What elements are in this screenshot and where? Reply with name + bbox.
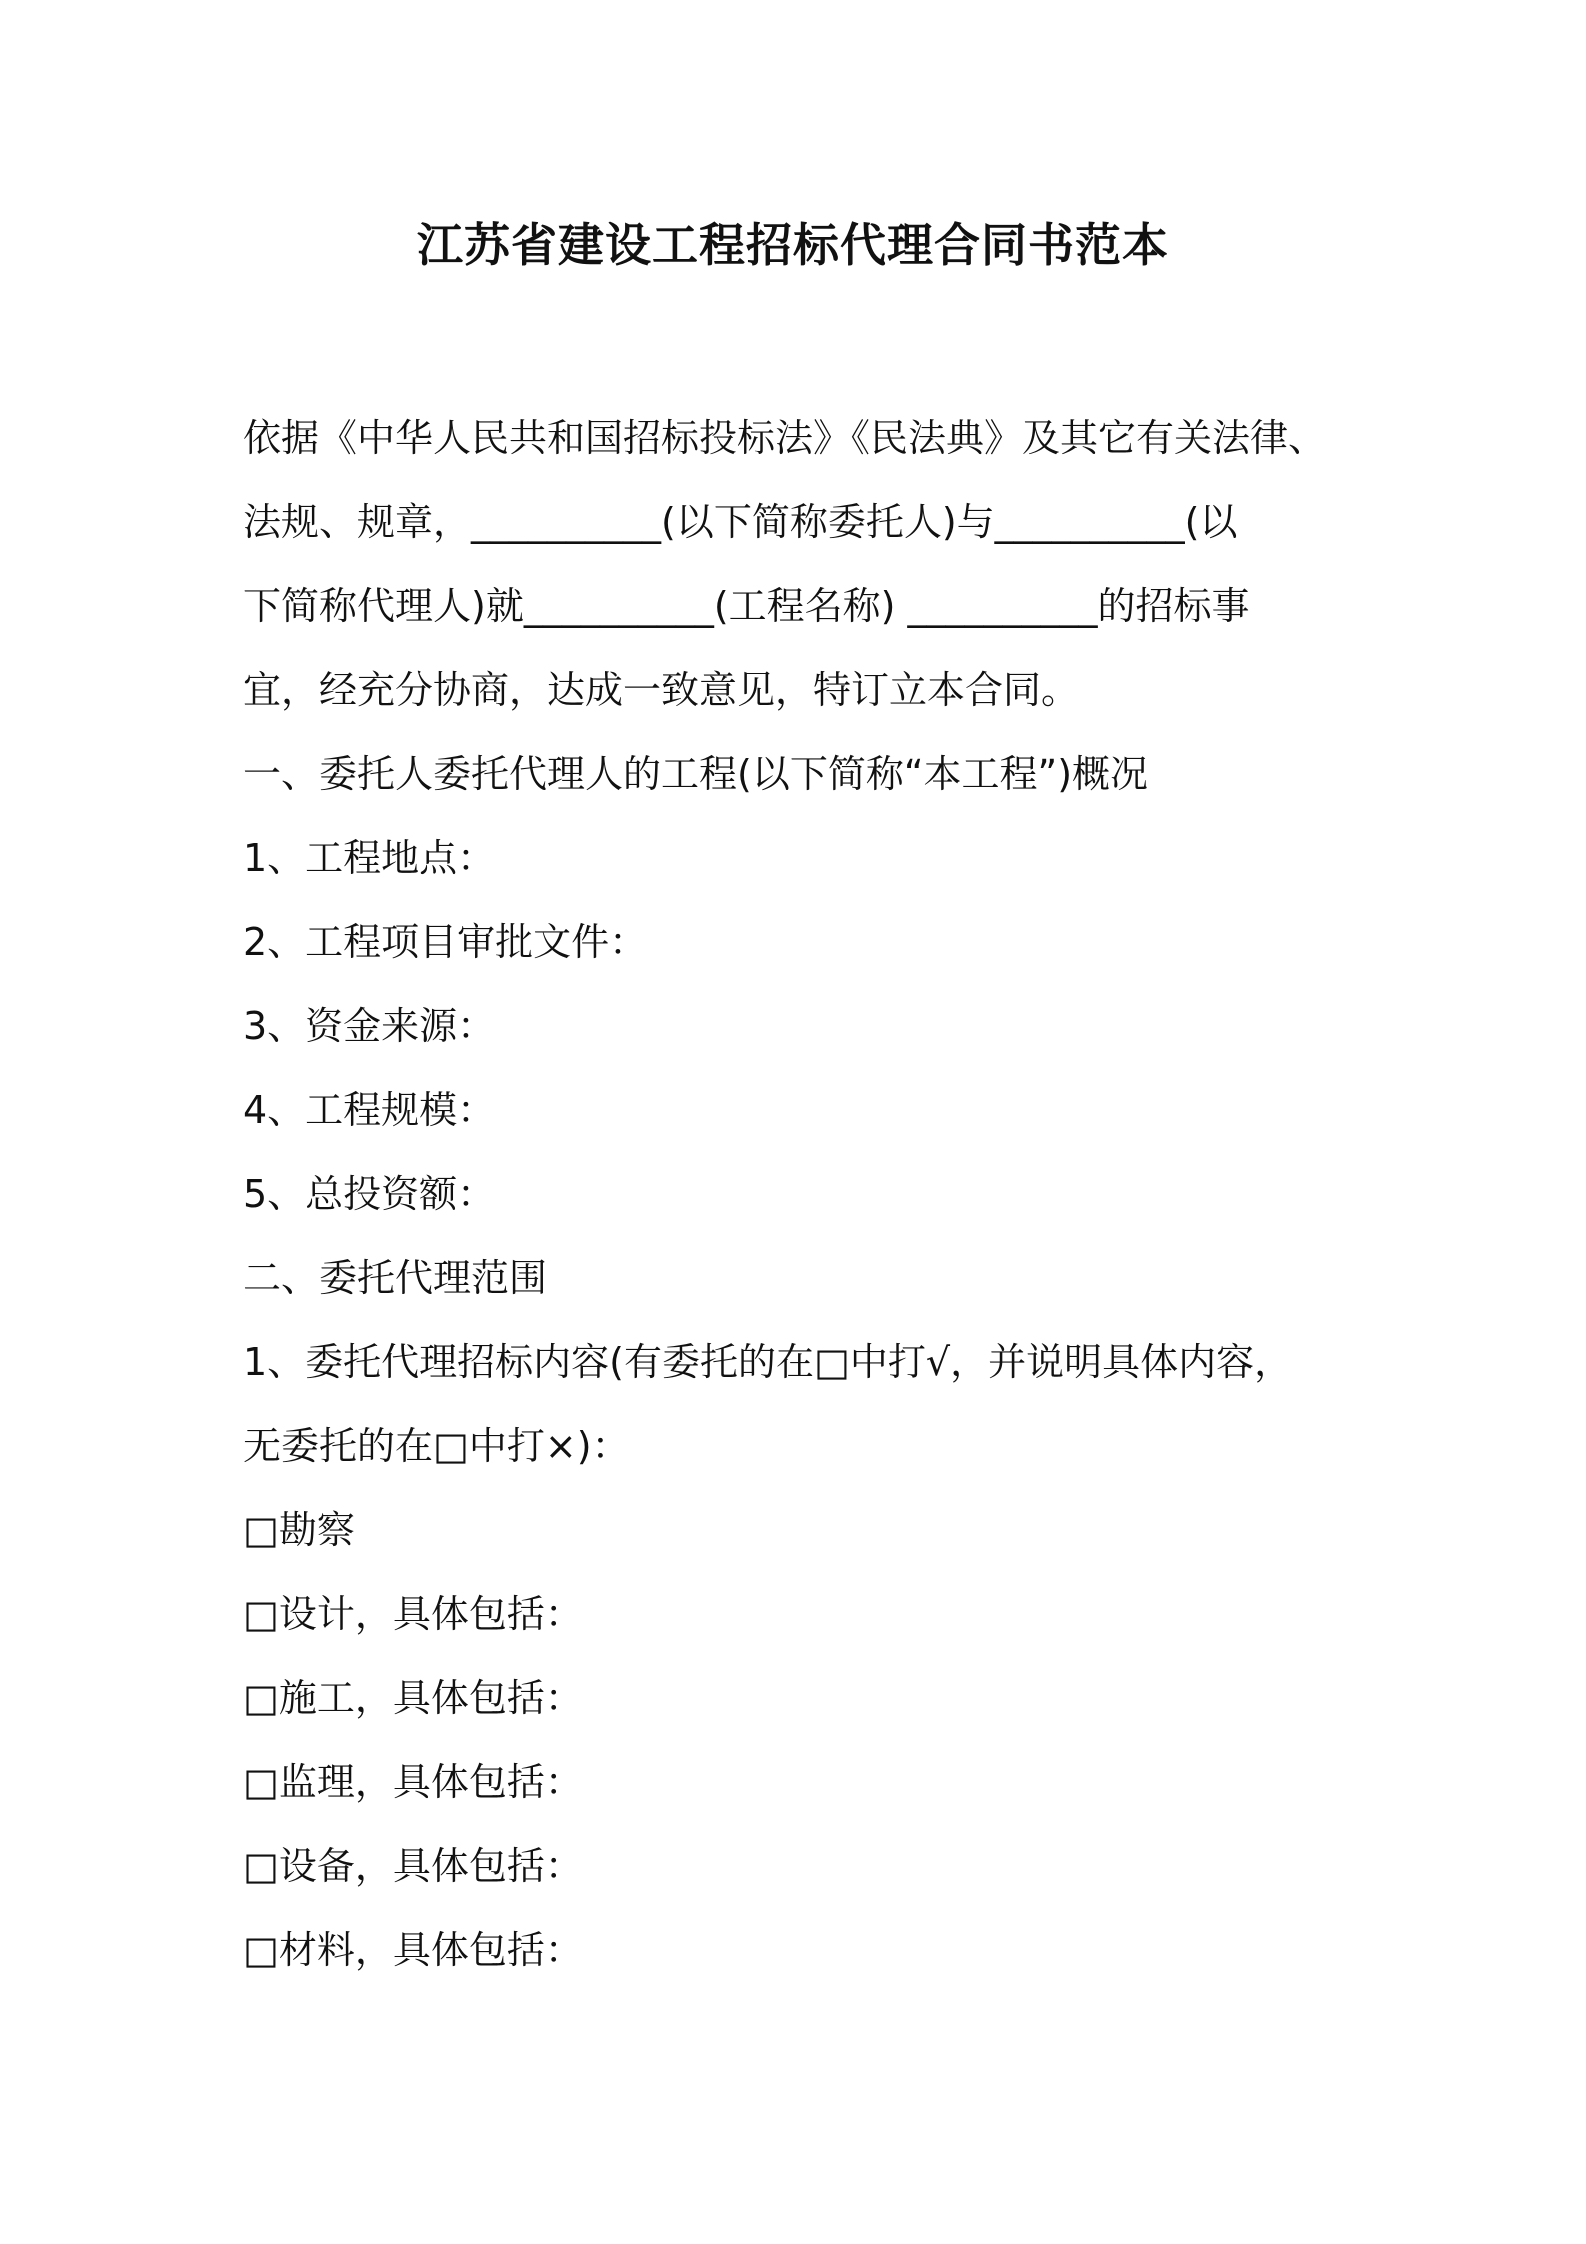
checkbox-item: □施工，具体包括： (243, 1676, 583, 1720)
document-title: 江苏省建设工程招标代理合同书范本 (417, 218, 1169, 272)
checkbox-item: □勘察 (243, 1508, 355, 1552)
contract-sections (243, 732, 1383, 1992)
checkbox-item: □材料，具体包括： (243, 1928, 583, 1972)
section-one-item: 2、工程项目审批文件： (243, 920, 648, 964)
intro-line: 下简称代理人)就__________(工程名称) __________的招标事 (243, 584, 1250, 628)
intro-line: 依据《中华人民共和国招标投标法》《民法典》及其它有关法律、 (243, 416, 1327, 460)
checkbox-item: □设备，具体包括： (243, 1844, 583, 1888)
section-one-heading: 一、委托人委托代理人的工程(以下简称“本工程”)概况 (243, 752, 1149, 796)
checkbox-item: □设计，具体包括： (243, 1592, 583, 1636)
section-one-item: 1、工程地点： (243, 836, 496, 880)
intro-paragraph (243, 396, 1383, 732)
section-two-item-line: 1、委托代理招标内容(有委托的在□中打√，并说明具体内容， (243, 1340, 1293, 1384)
section-one-item: 5、总投资额： (243, 1172, 496, 1216)
intro-line: 宜，经充分协商，达成一致意见，特订立本合同。 (243, 668, 1080, 712)
section-one-item: 3、资金来源： (243, 1004, 496, 1048)
section-one-item: 4、工程规模： (243, 1088, 496, 1132)
section-two-item-line: 无委托的在□中打×)： (243, 1424, 630, 1468)
intro-line: 法规、规章，__________(以下简称委托人)与__________(以 (243, 500, 1238, 544)
section-two-heading: 二、委托代理范围 (243, 1256, 548, 1300)
checkbox-item: □监理，具体包括： (243, 1760, 583, 1804)
